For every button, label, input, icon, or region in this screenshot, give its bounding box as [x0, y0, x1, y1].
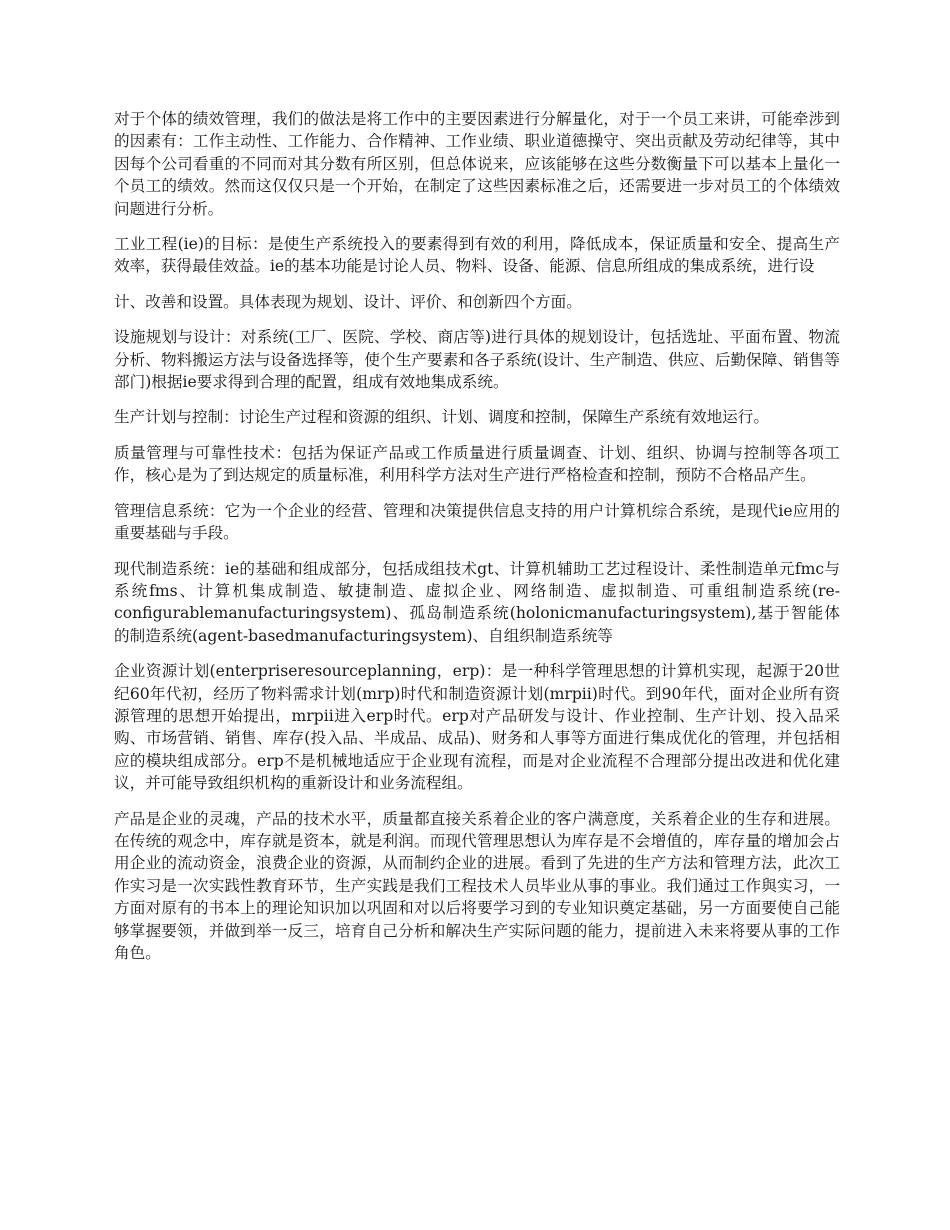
paragraph-management-information-system: 管理信息系统：它为一个企业的经营、管理和决策提供信息支持的用户计算机综合系统，是现代ie应用的重要基础与手段。	[114, 501, 840, 543]
document-body	[114, 108, 840, 977]
paragraph-modern-manufacturing: 现代制造系统：ie的基础和组成部分，包括成组技术gt、计算机辅助工艺过程设计、柔性制造单元fmc与系统fms、计算机集成制造、敏捷制造、虚拟企业、网络制造、虚拟制造、可重组制造系统(re-configurablemanufacturingsystem)、孤岛制造系统(holonicmanufacturingsystem),基于智能体的制造系统(agent-basedmanufacturingsystem)、自组织制造系统等	[114, 559, 840, 645]
paragraph-production-planning: 生产计划与控制：讨论生产过程和资源的组织、计划、调度和控制，保障生产系统有效地运行。	[114, 408, 769, 427]
paragraph-ie-functions: 计、改善和设置。具体表现为规划、设计、评价、和创新四个方面。	[114, 292, 582, 311]
paragraph-facility-planning: 设施规划与设计：对系统(工厂、医院、学校、商店等)进行具体的规划设计，包括选址、平面布置、物流分析、物料搬运方法与设备选择等，使个生产要素和各子系统(设计、生产制造、供应、后勤保障、销售等部门)根据ie要求得到合理的配置，组成有效地集成系统。	[114, 328, 840, 392]
paragraph-performance-management: 对于个体的绩效管理，我们的做法是将工作中的主要因素进行分解量化，对于一个员工来讲，可能牵涉到的因素有：工作主动性、工作能力、合作精神、工作业绩、职业道德操守、突出贡献及劳动纪律等，其中因每个公司看重的不同而对其分数有所区别，但总体说来，应该能够在这些分数衡量下可以基本上量化一个员工的绩效。然而这仅仅只是一个开始，在制定了这些因素标准之后，还需要进一步对员工的个体绩效问题进行分析。	[114, 110, 840, 218]
paragraph-erp: 企业资源计划(enterpriseresourceplanning，erp)：是一种科学管理思想的计算机实现，起源于20世纪60年代初，经历了物料需求计划(mrp)时代和制造资源计划(mrpii)时代。到90年代，面对企业所有资源管理的思想开始提出，mrpii进入erp时代。erp对产品研发与设计、作业控制、生产计划、投入品采购、市场营销、销售、库存(投入品、半成品、成品)、财务和人事等方面进行集成优化的管理，并包括相应的模块组成部分。erp不是机械地适应于企业现有流程，而是对企业流程不合理部分提出改进和优化建议，并可能导致组织机构的重新设计和业务流程组。	[114, 662, 840, 793]
paragraph-quality-management: 质量管理与可靠性技术：包括为保证产品或工作质量进行质量调查、计划、组织、协调与控制等各项工作，核心是为了到达规定的质量标准，利用科学方法对生产进行严格检查和控制，预防不合格品产生。	[114, 443, 840, 485]
paragraph-product-soul: 产品是企业的灵魂，产品的技术水平，质量都直接关系着企业的客户满意度，关系着企业的生存和进展。在传统的观念中，库存就是资本，就是利润。而现代管理思想认为库存是不会增值的，库存量的增加会占用企业的流动资金，浪费企业的资源，从而制约企业的进展。看到了先进的生产方法和管理方法，此次工作实习是一次实践性教育环节，生产实践是我们工程技术人员毕业从事的事业。我们通过工作與实习，一方面对原有的书本上的理论知识加以巩固和对以后将要学习到的专业知识奠定基础，另一方面要使自己能够掌握要领，并做到举一反三，培育自己分析和解决生产实际问题的能力，提前进入未来将要从事的工作角色。	[114, 809, 840, 962]
paragraph-ie-goal: 工业工程(ie)的目标：是使生产系统投入的要素得到有效的利用，降低成本，保证质量和安全、提高生产效率，获得最佳效益。ie的基本功能是讨论人员、物料、设备、能源、信息所组成的集成系统，进行设	[114, 235, 840, 276]
